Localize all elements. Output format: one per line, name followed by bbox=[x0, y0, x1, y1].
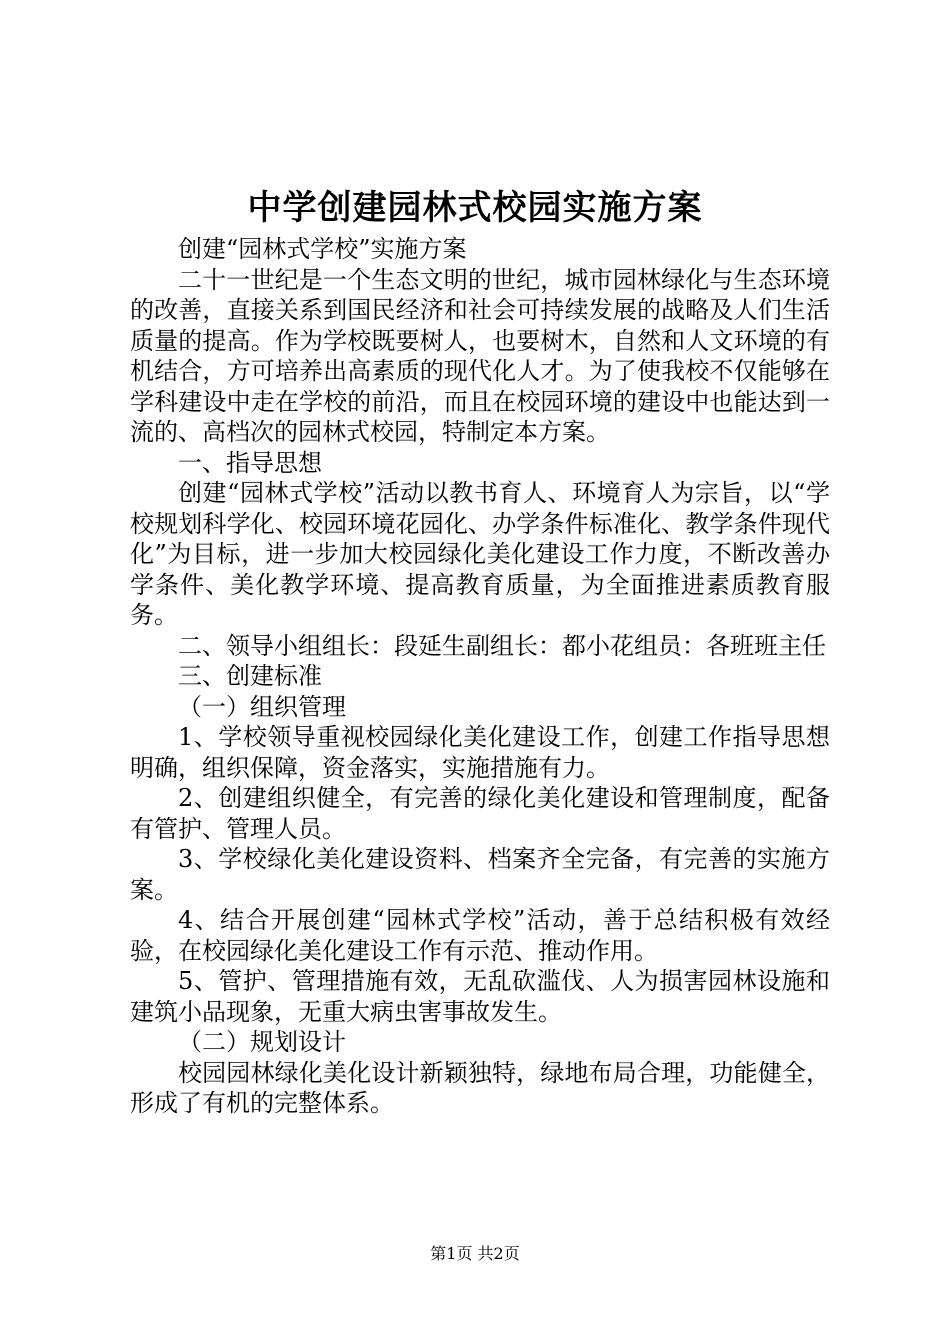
paragraph-leadership-group: 二、领导小组组长：段延生副组长：都小花组员：各班班主任 bbox=[178, 631, 826, 660]
document-body bbox=[130, 234, 830, 1119]
list-item-2: 2、创建组织健全，有完善的绿化美化建设和管理制度，配备有管护、管理人员。 bbox=[130, 784, 830, 843]
section-heading-guiding-thought: 一、指导思想 bbox=[178, 448, 322, 477]
subsection-heading-planning: （二）规划设计 bbox=[178, 1028, 346, 1056]
subsection-heading-organization: （一）组织管理 bbox=[178, 692, 346, 721]
document-title: 中学创建园林式校园实施方案 bbox=[247, 188, 703, 228]
list-item-1: 1、学校领导重视校园绿化美化建设工作，创建工作指导思想明确，组织保障，资金落实，实施措施有力。 bbox=[130, 723, 830, 782]
list-item-5: 5、管护、管理措施有效，无乱砍滥伐、人为损害园林设施和建筑小品现象，无重大病虫害事故发生。 bbox=[130, 967, 830, 1026]
paragraph-planning: 校园园林绿化美化设计新颖独特，绿地布局合理，功能健全，形成了有机的完整体系。 bbox=[130, 1058, 830, 1117]
page-footer: 第1页 共2页 bbox=[430, 1244, 520, 1263]
section-heading-standards: 三、创建标准 bbox=[178, 662, 322, 690]
paragraph-subtitle: 创建“园林式学校”实施方案 bbox=[178, 235, 467, 263]
paragraph-intro: 二十一世纪是一个生态文明的世纪，城市园林绿化与生态环境的改善，直接关系到国民经济和社会可持续发展的战略及人们生活质量的提高。作为学校既要树人，也要树木，自然和人文环境的有机结合，方可培养出高素质的现代化人才。为了使我校不仅能够在学科建设中走在学校的前沿，而且在校园环境的建设中也能达到一流的、高档次的园林式校园，特制定本方案。 bbox=[130, 265, 830, 446]
paragraph-guiding-thought: 创建“园林式学校”活动以教书育人、环境育人为宗旨，以“学校规划科学化、校园环境花园化、办学条件标准化、教学条件现代化”为目标，进一步加大校园绿化美化建设工作力度，不断改善办学条件、美化教学环境、提高教育质量，为全面推进素质教育服务。 bbox=[130, 479, 830, 629]
list-item-4: 4、结合开展创建“园林式学校”活动，善于总结积极有效经验，在校园绿化美化建设工作有示范、推动作用。 bbox=[130, 906, 830, 965]
list-item-3: 3、学校绿化美化建设资料、档案齐全完备，有完善的实施方案。 bbox=[130, 845, 830, 904]
